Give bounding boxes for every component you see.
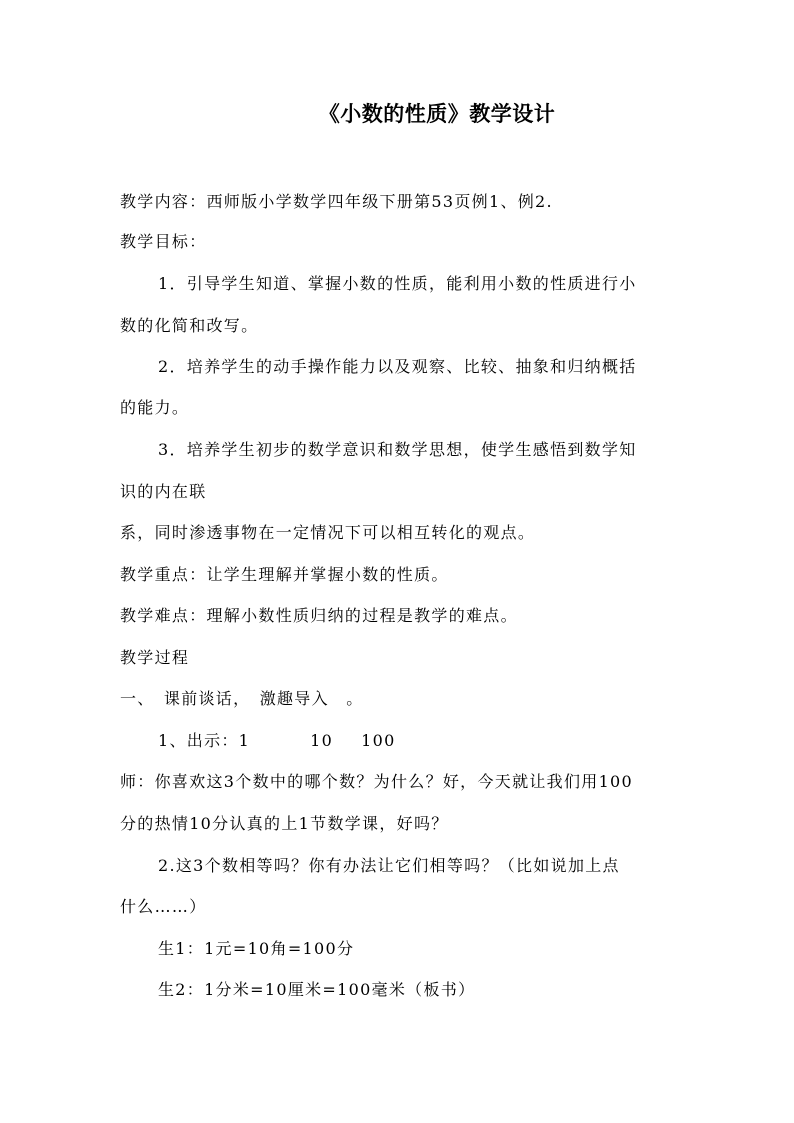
- section-1-heading: 一、 课前谈话， 激趣导入 。: [120, 689, 364, 708]
- content-line: 教学内容：西师版小学数学四年级下册第53页例1、例2.: [120, 192, 553, 211]
- question-2-line-1: 2.这3个数相等吗？你有办法让它们相等吗？（比如说加上点: [158, 856, 620, 875]
- goals-heading: 教学目标：: [120, 232, 207, 251]
- process-heading: 教学过程: [120, 648, 190, 667]
- teacher-line-2: 分的热情10分认真的上1节数学课，好吗？: [120, 814, 449, 833]
- document-title: 《小数的性质》教学设计: [318, 101, 556, 126]
- difficulty: 教学难点：理解小数性质归纳的过程是教学的难点。: [120, 606, 518, 625]
- student-1-answer: 生1：1元=10角=100分: [158, 939, 355, 958]
- goal-3-line-2: 识的内在联: [120, 482, 207, 501]
- question-2-line-2: 什么……）: [120, 897, 207, 916]
- show-number-10: 10: [310, 731, 334, 750]
- goal-2-line-2: 的能力。: [120, 398, 190, 417]
- teacher-line-1: 师：你喜欢这3个数中的哪个数？为什么？好，今天就让我们用100: [120, 772, 634, 791]
- goal-3-line-1: 3．培养学生初步的数学意识和数学思想，使学生感悟到数学知: [158, 440, 637, 459]
- key-point: 教学重点：让学生理解并掌握小数的性质。: [120, 565, 449, 584]
- goal-1-line-1: 1．引导学生知道、掌握小数的性质，能利用小数的性质进行小: [158, 274, 637, 293]
- show-label: 1、出示：1: [158, 731, 251, 750]
- show-numbers-line: [158, 731, 396, 751]
- goal-3-line-3: 系，同时渗透事物在一定情况下可以相互转化的观点。: [120, 523, 536, 542]
- student-2-answer: 生2：1分米=10厘米=100毫米（板书）: [158, 980, 476, 999]
- show-number-100: 100: [361, 731, 396, 750]
- goal-1-line-2: 数的化简和改写。: [120, 316, 259, 335]
- goal-2-line-1: 2．培养学生的动手操作能力以及观察、比较、抽象和归纳概括: [158, 357, 637, 376]
